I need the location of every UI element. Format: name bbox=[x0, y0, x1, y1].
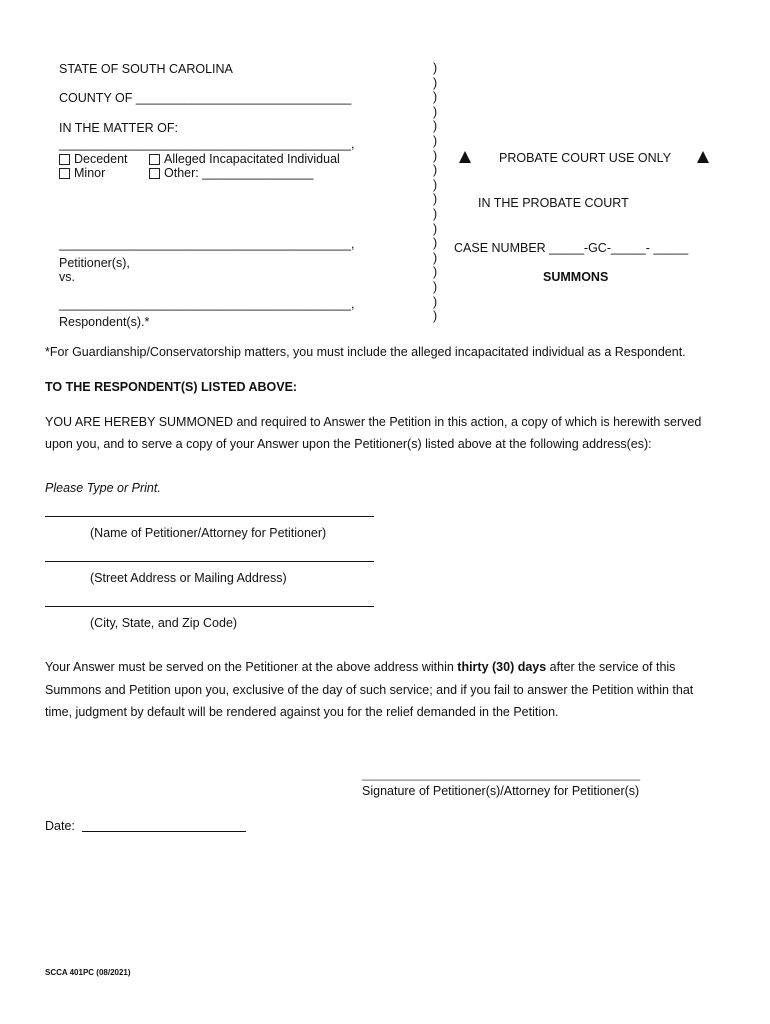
minor-checkbox[interactable] bbox=[59, 168, 70, 179]
summons-title: SUMMONS bbox=[543, 270, 609, 284]
footnote: *For Guardianship/Conservatorship matters, you must include the alleged incapacitated individual as a Respondent. bbox=[45, 345, 686, 359]
paren-mark: ) bbox=[433, 90, 438, 105]
alleged-incapacitated-checkbox[interactable] bbox=[149, 154, 160, 165]
probate-use-label: PROBATE COURT USE ONLY bbox=[499, 151, 672, 165]
paren-mark: ) bbox=[433, 75, 438, 90]
answer-line-3: time, judgment by default will be rendered against you for the relief demanded in the Petition. bbox=[45, 705, 559, 719]
alleged-incapacitated-label: Alleged Incapacitated Individual bbox=[164, 152, 340, 166]
vs-label: vs. bbox=[59, 270, 75, 284]
minor-label: Minor bbox=[74, 166, 106, 180]
city-line[interactable] bbox=[45, 606, 374, 607]
respondents-label: Respondent(s).* bbox=[59, 315, 150, 329]
other-checkbox[interactable] bbox=[149, 168, 160, 179]
answer-text-a: Your Answer must be served on the Petitioner at the above address within bbox=[45, 660, 458, 674]
matter-name-field[interactable]: __________________________________________, bbox=[59, 137, 355, 151]
paren-mark: ) bbox=[433, 61, 438, 75]
paren-mark: ) bbox=[433, 265, 438, 280]
paren-mark: ) bbox=[433, 236, 438, 251]
other-label[interactable]: Other: ________________ bbox=[164, 166, 314, 180]
state-heading: STATE OF SOUTH CAROLINA bbox=[59, 62, 233, 76]
paren-mark: ) bbox=[433, 206, 438, 221]
street-line[interactable] bbox=[45, 561, 374, 562]
paren-mark: ) bbox=[433, 294, 438, 309]
answer-line-1 bbox=[45, 660, 675, 674]
probate-court-label: IN THE PROBATE COURT bbox=[478, 196, 629, 210]
summoned-line-1: YOU ARE HEREBY SUMMONED and required to Answer the Petition in this action, a copy of which is herewith served bbox=[45, 415, 702, 429]
petitioners-label: Petitioner(s), bbox=[59, 256, 130, 270]
other-option[interactable] bbox=[149, 166, 313, 180]
petitioner-name-field[interactable]: __________________________________________, bbox=[59, 237, 355, 251]
paren-mark: ) bbox=[433, 119, 438, 134]
signature-line[interactable]: ________________________________________ bbox=[362, 767, 641, 781]
paren-mark: ) bbox=[433, 221, 438, 236]
thirty-days: thirty (30) days bbox=[457, 660, 547, 674]
county-field[interactable]: COUNTY OF _______________________________ bbox=[59, 91, 352, 105]
answer-line-2: Summons and Petition upon you, exclusive of the day of such service; and if you fail to answer the Petition within that bbox=[45, 683, 694, 697]
caption-divider bbox=[433, 61, 443, 324]
decedent-label: Decedent bbox=[74, 152, 128, 166]
name-line[interactable] bbox=[45, 516, 374, 517]
alleged-incapacitated-option[interactable] bbox=[149, 152, 340, 166]
summoned-line-2: upon you, and to serve a copy of your Answer upon the Petitioner(s) listed above at the following address(es): bbox=[45, 437, 652, 451]
paren-mark: ) bbox=[433, 163, 438, 178]
paren-mark: ) bbox=[433, 192, 438, 207]
city-label: (City, State, and Zip Code) bbox=[90, 616, 238, 630]
paren-mark: ) bbox=[433, 309, 438, 324]
form-id: SCCA 401PC (08/2021) bbox=[45, 968, 131, 977]
paren-mark: ) bbox=[433, 177, 438, 192]
paren-mark: ) bbox=[433, 250, 438, 265]
signature-label: Signature of Petitioner(s)/Attorney for Petitioner(s) bbox=[362, 784, 640, 798]
case-number-field[interactable]: CASE NUMBER _____-GC-_____- _____ bbox=[454, 241, 689, 255]
paren-mark: ) bbox=[433, 133, 438, 148]
triangle-right-icon bbox=[697, 151, 709, 166]
please-type-note: Please Type or Print. bbox=[45, 481, 161, 495]
triangle-left-icon bbox=[459, 151, 471, 166]
date-label: Date: bbox=[45, 819, 75, 833]
decedent-checkbox[interactable] bbox=[59, 154, 70, 165]
matter-heading: IN THE MATTER OF: bbox=[59, 121, 178, 135]
decedent-option[interactable] bbox=[59, 152, 128, 166]
street-label: (Street Address or Mailing Address) bbox=[90, 571, 287, 585]
paren-mark: ) bbox=[433, 279, 438, 294]
answer-text-c: after the service of this bbox=[546, 660, 676, 674]
date-line[interactable] bbox=[82, 831, 246, 832]
minor-option[interactable] bbox=[59, 166, 105, 180]
respondent-name-field[interactable]: __________________________________________, bbox=[59, 297, 355, 311]
paren-mark: ) bbox=[433, 104, 438, 119]
to-respondents-heading: TO THE RESPONDENT(S) LISTED ABOVE: bbox=[45, 380, 298, 394]
name-label: (Name of Petitioner/Attorney for Petitioner) bbox=[90, 526, 327, 540]
paren-mark: ) bbox=[433, 148, 438, 163]
